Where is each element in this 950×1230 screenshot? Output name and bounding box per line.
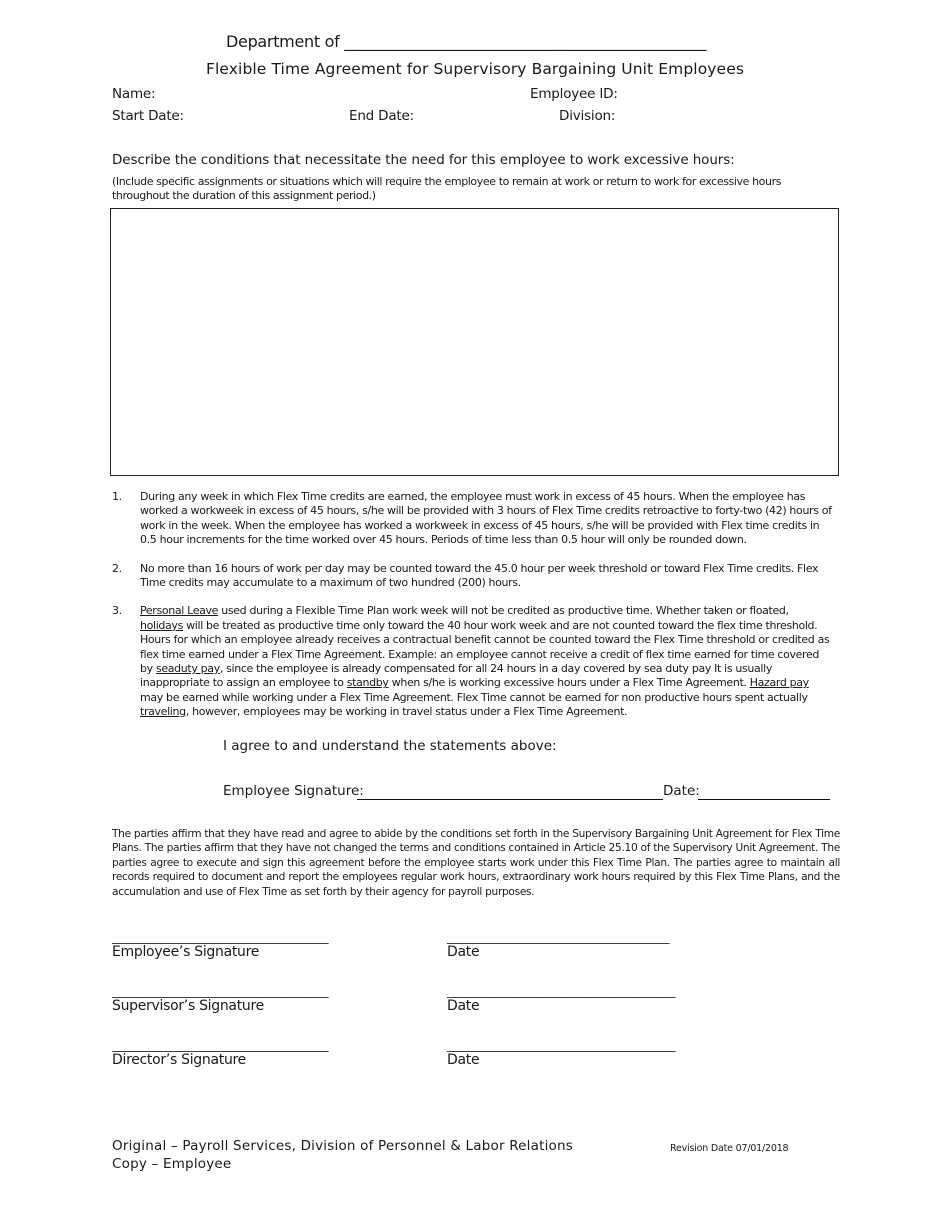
item-text-part: when s/he is working excessive hours under a Flex Time Agreement. (388, 676, 750, 690)
holidays-term: holidays (140, 618, 183, 632)
item-text: During any week in which Flex Time credits are earned, the employee must work in excess of 45 hours. When the employee has worked a workweek in excess of 45 hours, s/he will be provided with 3 hours of Flex Time credits retroactive to forty-two (42) hours of work in the week. When the employee has worked a workweek in excess of 45 hours, s/he will be provided with Flex time credits in 0.5 hour increments for the time worked over 45 hours. Periods of time less than 0.5 hour will only be rounded down. (140, 490, 832, 547)
end-date-field-label: End Date: (349, 108, 414, 124)
supervisor-signature-line[interactable]: ____________________________________ (112, 984, 328, 999)
signature-date-field[interactable] (698, 799, 830, 800)
revision-date: Revision Date 07/01/2018 (670, 1143, 789, 1154)
department-line (226, 32, 706, 51)
employee-signature-line[interactable]: ____________________________________ (112, 930, 328, 945)
item-number: 1. (112, 490, 122, 503)
employee-date-caption: Date (447, 944, 480, 960)
department-blank[interactable]: _______________________________________________ (344, 32, 707, 51)
list-item (112, 562, 834, 591)
description-heading: Describe the conditions that necessitate the need for this employee to work excessive hours: (112, 152, 735, 168)
standby-term: standby (346, 676, 389, 690)
start-date-field-label: Start Date: (112, 108, 184, 124)
item-text-part: used during a Flexible Time Plan work week will not be credited as productive time. Whether taken or floated, (218, 604, 789, 618)
supervisor-date-caption: Date (447, 998, 480, 1014)
description-note: (Include specific assignments or situations which will require the employee to remain at work or return to work for excessive hours throughout the duration of this assignment period.) (112, 175, 782, 202)
employee-date-line[interactable]: _____________________________________ (447, 930, 669, 945)
footer-original: Original – Payroll Services, Division of Personnel & Labor Relations (112, 1138, 573, 1154)
item-text: No more than 16 hours of work per day may be counted toward the 45.0 hour per week threshold or toward Flex Time credits. Flex Time credits may accumulate to a maximum of two hundred (200) hours. (140, 561, 819, 590)
conditions-list (112, 490, 834, 734)
employee-signature-caption: Employee’s Signature (112, 944, 260, 960)
agreement-statement: I agree to and understand the statements above: (223, 738, 557, 754)
director-signature-caption: Director’s Signature (112, 1052, 246, 1068)
item-number: 3. (112, 604, 122, 618)
employee-id-field-label: Employee ID: (530, 86, 618, 102)
signature-date-label: Date: (663, 783, 700, 799)
director-signature-line[interactable]: ____________________________________ (112, 1038, 328, 1053)
item-text-part: , since the employee is already compensated for all 24 hours in a day covered by sea duty pay It is usually inappropriate to assign an employee to (140, 662, 772, 690)
supervisor-date-line[interactable]: ______________________________________ (447, 984, 675, 999)
page-title: Flexible Time Agreement for Supervisory Bargaining Unit Employees (205, 60, 745, 78)
name-field-label: Name: (112, 86, 156, 102)
footer-copy: Copy – Employee (112, 1156, 232, 1172)
item-number: 2. (112, 561, 122, 575)
division-field-label: Division: (559, 108, 616, 124)
director-date-caption: Date (447, 1052, 480, 1068)
director-date-line[interactable]: ______________________________________ (447, 1038, 675, 1053)
item-text-part: may be earned while working under a Flex Time Agreement. Flex Time cannot be earned for non productive hours spent actually (140, 690, 808, 704)
item-text (140, 604, 834, 719)
affirmation-paragraph: The parties affirm that they have read and agree to abide by the conditions set forth in the Supervisory Bargaining Unit Agreement for Flex Time Plans. The parties affirm that they have not changed the terms and conditions contained in Article 25.10 of the Supervisory Unit Agreement. The parties agree to execute and sign this agreement before the employee starts work under this Flex Time Plan. The parties agree to maintain all records required to document and report the employees regular work hours, extraordinary work hours required by this Flex Time Plans, and the accumulation and use of Flex Time as set forth by their agency for payroll purposes. (112, 828, 840, 898)
list-item (112, 490, 834, 548)
item-text-part: , however, employees may be working in travel status under a Flex Time Agreement. (185, 705, 628, 719)
supervisor-signature-caption: Supervisor’s Signature (112, 998, 264, 1014)
employee-signature-field[interactable] (357, 799, 663, 800)
traveling-term: traveling (140, 705, 186, 719)
employee-signature-label: Employee Signature: (223, 783, 364, 799)
seaduty-pay-term: seaduty pay (155, 662, 220, 676)
description-textbox[interactable] (110, 208, 839, 476)
personal-leave-term: Personal Leave (140, 604, 219, 618)
list-item (112, 604, 834, 719)
hazard-pay-term: Hazard pay (749, 676, 809, 690)
department-label: Department of (226, 32, 340, 51)
item-text-part: will be treated as productive time only toward the 40 hour work week and are not counted toward the flex time threshold. Hours for which an employee already receives a contractual benefit cannot be counted toward the Flex Time threshold or credited as flex time earned under a Flex Time Agreement. Example: an employee cannot receive a credit of flex time earned for time covered by (140, 618, 830, 676)
